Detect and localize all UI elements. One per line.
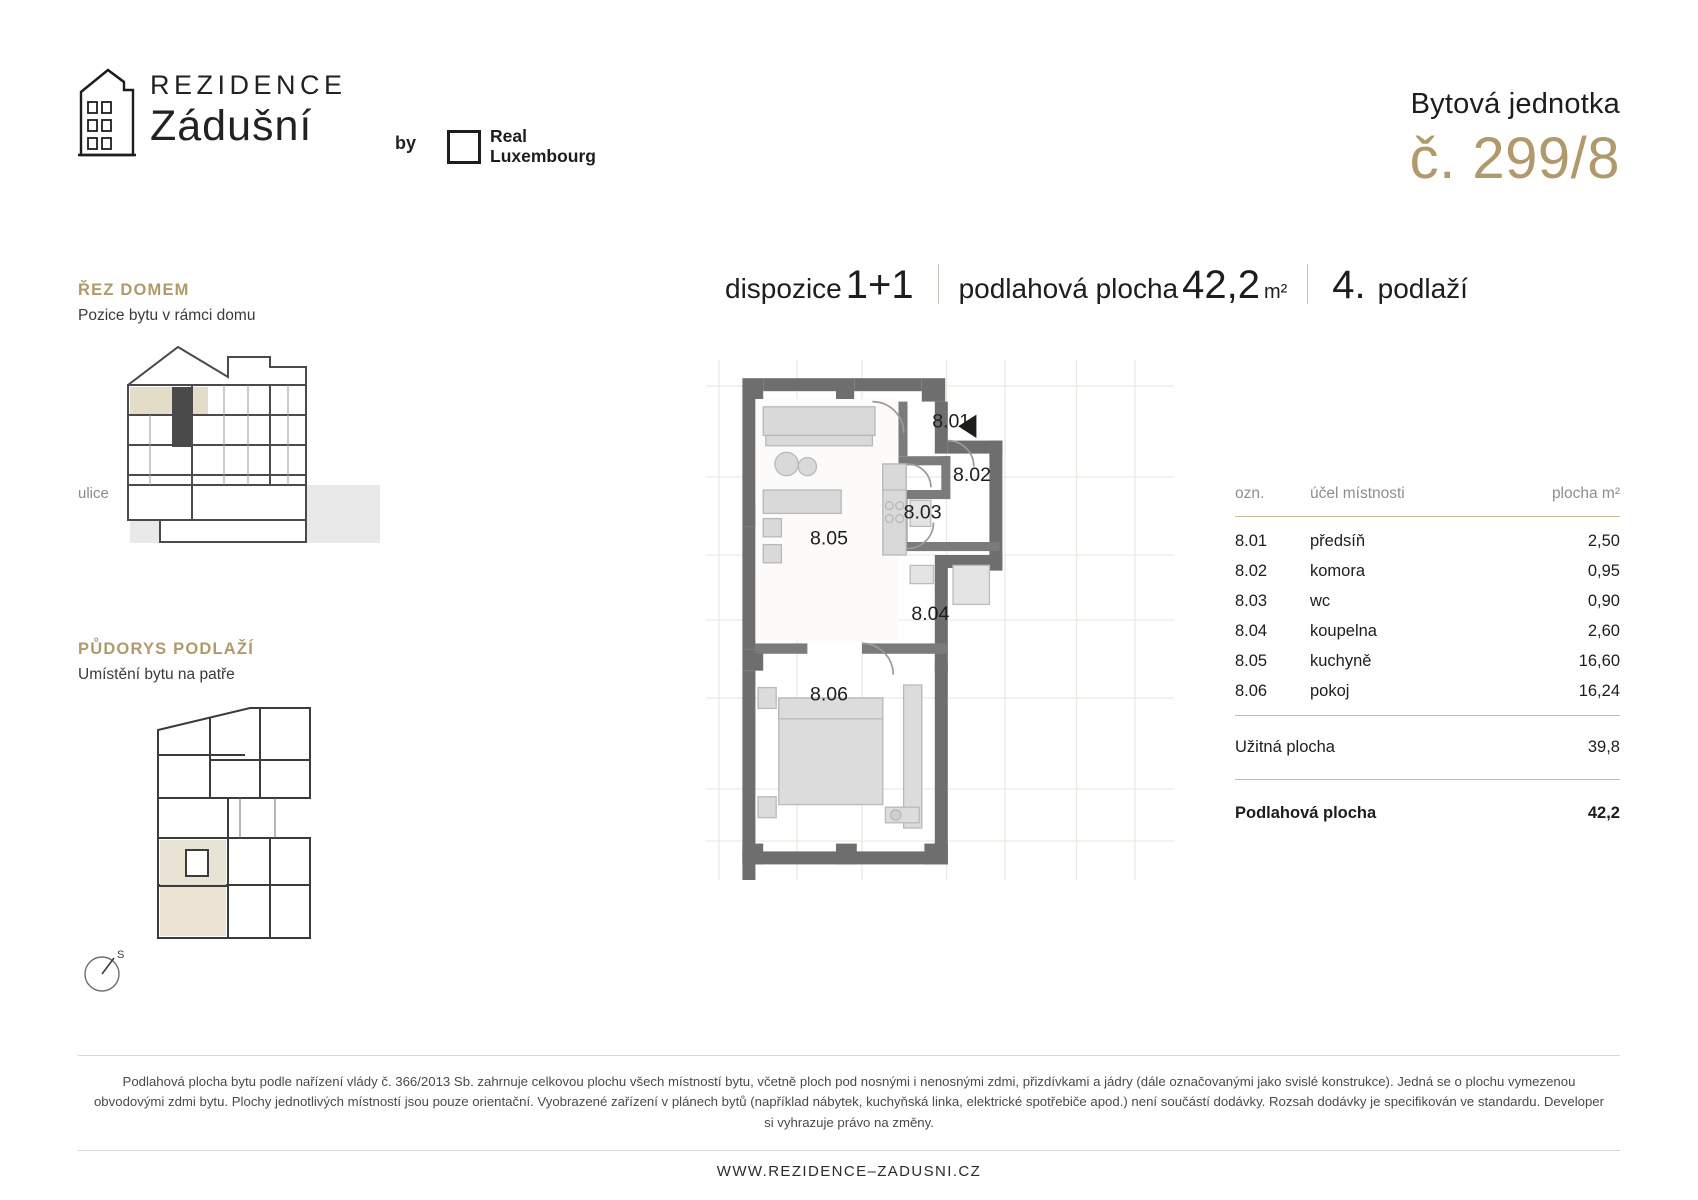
total-area-value: 42,2 [1587,804,1620,822]
header-plocha: plocha m² [1551,485,1620,502]
cell-code: 8.02 [1235,561,1268,580]
table-header-row [1235,485,1620,517]
floorplan-title: PŮDORYS PODLAŽÍ [78,640,254,658]
unit-label: Bytová jednotka [1410,88,1620,120]
usable-area-value: 39,8 [1587,738,1620,756]
cell-area: 0,95 [1587,561,1620,580]
table-row [1235,547,1620,580]
table-row [1235,607,1620,640]
cell-code: 8.04 [1235,621,1268,640]
cell-name: pokoj [1310,681,1350,700]
street-label: ulice [78,485,109,502]
room-code-8-02: 8.02 [953,463,991,486]
room-table [1235,485,1620,823]
plocha-value: 42,2 [1182,263,1260,307]
dispozice-value: 1+1 [845,263,914,307]
dispozice-label: dispozice [725,273,842,304]
spec-divider-2 [1307,264,1308,304]
brand-line-2: Zádušní [150,102,313,150]
table-body [1235,517,1620,716]
footer-divider-2 [78,1150,1620,1151]
podlazi-value: 4. [1332,263,1366,307]
room-code-8-05: 8.05 [810,527,848,550]
cell-name: wc [1310,591,1331,610]
section-title: ŘEZ DOMEM [78,281,190,299]
table-row [1235,637,1620,670]
cell-area: 2,50 [1587,531,1620,550]
plocha-unit: m² [1263,281,1288,303]
section-subtitle: Pozice bytu v rámci domu [78,307,256,324]
spec-strip [725,258,1468,308]
room-code-8-03: 8.03 [903,501,942,524]
compass-icon [78,944,130,996]
cell-name: předsíň [1310,531,1366,550]
building-section-diagram [120,335,380,565]
cell-code: 8.03 [1235,591,1268,610]
cell-area: 16,24 [1578,681,1620,700]
room-code-8-06: 8.06 [810,683,848,706]
floor-overview-diagram [150,700,340,945]
by-label: by [395,133,417,153]
cell-name: komora [1310,561,1366,580]
brand-logo [78,62,347,158]
table-row [1235,667,1620,700]
usable-area-label: Užitná plocha [1235,738,1335,756]
cell-area: 2,60 [1587,621,1620,640]
cell-area: 16,60 [1578,651,1620,670]
cell-code: 8.01 [1235,531,1268,550]
spec-divider [938,264,939,304]
cell-code: 8.05 [1235,651,1268,670]
cell-name: kuchyně [1310,651,1372,670]
table-row [1235,577,1620,610]
total-area-row [1235,780,1620,823]
header-ucel: účel místnosti [1310,485,1405,502]
svg-text:S: S [117,949,125,961]
footer-disclaimer: Podlahová plocha bytu podle nařízení vlády č. 366/2013 Sb. zahrnuje celkovou plochu všech místností bytu, včetně ploch pod nosnými i nenosnými zdmi, přizdívkami a jádry (dále označovanými jako svislé konstrukce). Jedná se o plochu vymezenou obvodovými zdmi bytu. Plochy jednotlivých místností jsou pouze orientační. Vyobrazené zařízení v plánech bytů (například nábytek, kuchyňská linka, elektrické spotřebiče apod.) není součástí dodávky. Rozsah dodávky je specifikován ve standardu. Developer si vyhrazuje právo na změny. [93,1074,1605,1130]
partner-line-1: Real [490,126,527,146]
footer-divider [78,1055,1620,1056]
podlazi-label: podlaží [1377,273,1468,304]
footer-url[interactable]: WWW.REZIDENCE–ZADUSNI.CZ [716,1163,982,1180]
cell-code: 8.06 [1235,681,1268,700]
brand-line-1: REZIDENCE [150,70,347,100]
building-icon [78,62,136,158]
apartment-floorplan [700,360,1180,880]
total-area-label: Podlahová plocha [1235,804,1377,822]
header-ozn: ozn. [1235,485,1265,502]
square-outline-icon [447,130,481,164]
partner-line-2: Luxembourg [490,145,596,166]
cell-name: koupelna [1310,621,1377,640]
cell-area: 0,90 [1587,591,1620,610]
floorplan-subtitle: Umístění bytu na patře [78,666,235,683]
room-code-8-04: 8.04 [911,603,950,625]
plocha-label: podlahová plocha [958,273,1179,304]
room-code-8-01: 8.01 [932,410,971,433]
table-row [1235,517,1620,550]
usable-area-row [1235,716,1620,780]
partner-logo [447,127,596,166]
unit-number: č. 299/8 [1409,126,1620,191]
